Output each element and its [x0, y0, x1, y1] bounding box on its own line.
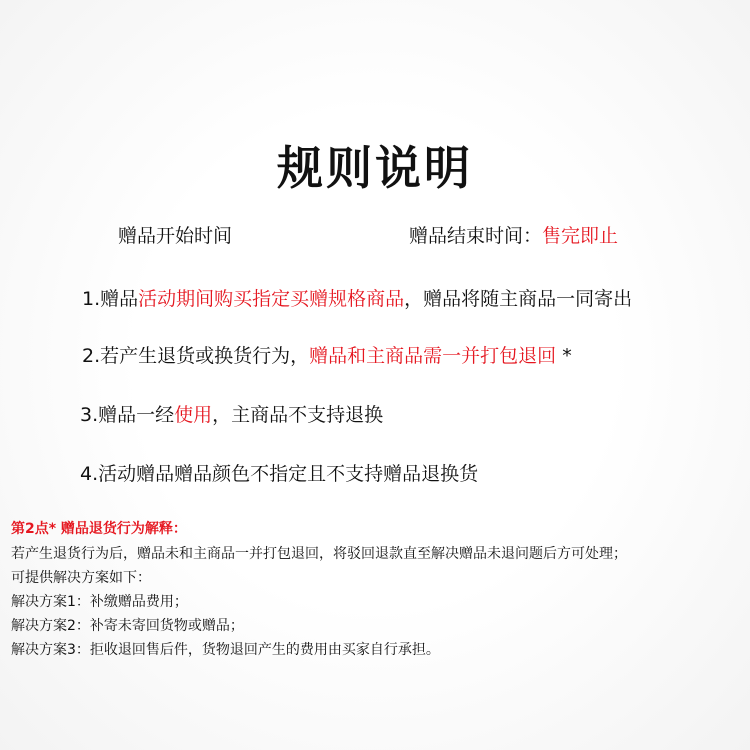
explanation-line: 若产生退货行为后，赠品未和主商品一并打包退回，将驳回退款直至解决赠品未退问题后方可处理； — [11, 546, 627, 562]
gift-end-time-value: 售完即止 — [542, 225, 619, 247]
explanation-line: 可提供解决方案如下： — [11, 570, 151, 586]
rule-1-highlight: 活动期间购买指定买赠规格商品 — [138, 288, 405, 310]
rule-1-prefix: 1.赠品 — [82, 288, 139, 310]
rule-1-suffix: ，赠品将随主商品一同寄出 — [404, 288, 633, 310]
rule-2-highlight: 赠品和主商品需一并打包退回 — [309, 345, 557, 367]
rule-3-suffix: ，主商品不支持退换 — [212, 404, 384, 426]
explanation-title: 第2点* 赠品退货行为解释： — [11, 521, 187, 537]
gift-end-time-label: 赠品结束时间： — [409, 225, 543, 247]
rule-item-2 — [82, 341, 572, 368]
rule-item-1 — [82, 284, 632, 311]
rule-item-3 — [80, 400, 383, 427]
rule-3-prefix: 3.赠品一经 — [80, 404, 175, 426]
rule-item-4: 4.活动赠品赠品颜色不指定且不支持赠品退换货 — [80, 463, 479, 485]
rule-2-prefix: 2.若产生退货或换货行为， — [82, 345, 310, 367]
solution-line-3: 解决方案3：拒收退回售后件，货物退回产生的费用由买家自行承担。 — [11, 642, 440, 658]
solution-line-1: 解决方案1：补缴赠品费用； — [11, 594, 188, 610]
page-title: 规则说明 — [277, 141, 473, 195]
rule-3-highlight: 使用 — [174, 404, 213, 426]
rule-2-suffix: * — [556, 345, 572, 367]
gift-start-time-label: 赠品开始时间 — [118, 225, 233, 247]
gift-end-time — [409, 221, 618, 248]
solution-line-2: 解决方案2：补寄未寄回货物或赠品； — [11, 618, 244, 634]
